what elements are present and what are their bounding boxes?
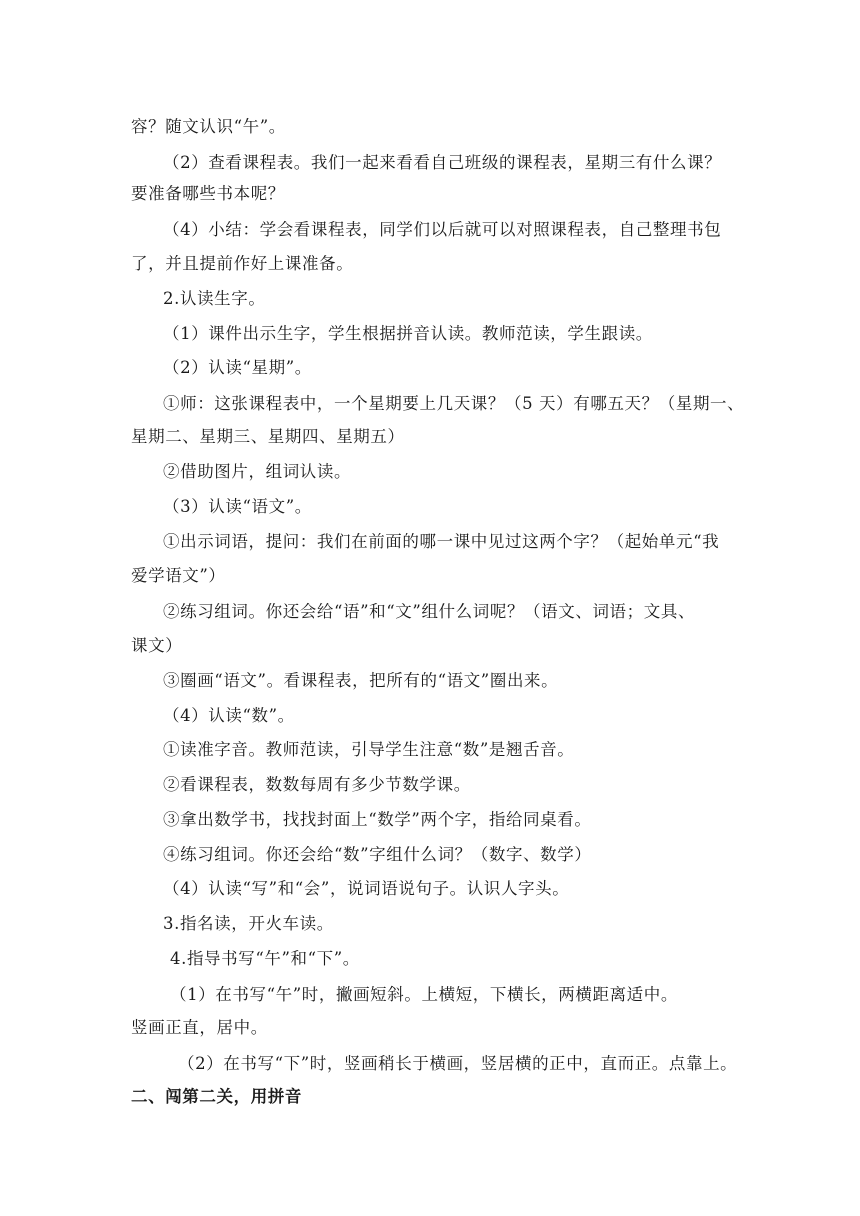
text-line: （2）查看课程表。我们一起来看看自己班级的课程表，星期三有什么课？	[163, 153, 722, 172]
text-line: ①出示词语，提问：我们在前面的哪一课中见过这两个字？（起始单元“我	[163, 532, 720, 551]
text-line: （4）认读“写”和“会”，说词语说句子。认识人字头。	[163, 879, 570, 898]
text-line: 2.认读生字。	[163, 289, 266, 308]
section-heading: 二、闯第二关，用拼音	[131, 1087, 302, 1106]
text-line: （1）在书写“午”时，撇画短斜。上横短，下横长，两横距离适中。	[170, 985, 678, 1004]
text-line: ②借助图片，组词认读。	[163, 462, 352, 481]
text-line: 竖画正直，居中。	[131, 1018, 268, 1037]
text-line: ①读准字音。教师范读，引导学生注意“数”是翘舌音。	[163, 740, 575, 759]
text-line: 容？随文认识“午”。	[131, 117, 286, 136]
text-line: 课文）	[131, 636, 183, 655]
text-line: ②看课程表，数数每周有多少节数学课。	[163, 775, 471, 794]
text-line: 要准备哪些书本呢？	[131, 184, 285, 203]
text-line: （4）小结：学会看课程表，同学们以后就可以对照课程表，自己整理书包	[163, 220, 722, 239]
text-line: ③圈画“语文”。看课程表，把所有的“语文”圈出来。	[163, 671, 559, 690]
text-line: 了，并且提前作好上课准备。	[131, 254, 354, 273]
text-line: 星期二、星期三、星期四、星期五）	[131, 427, 405, 446]
text-line: 3.指名读，开火车读。	[163, 914, 334, 933]
text-line: （2）在书写“下”时，竖画稍长于横画，竖居横的正中，直而正。点靠上。	[178, 1054, 738, 1073]
text-line: 爱学语文”）	[131, 566, 226, 585]
text-line: ④练习组词。你还会给“数”字组什么词？（数字、数学）	[163, 845, 592, 864]
text-line: ①师：这张课程表中，一个星期要上几天课？（5 天）有哪五天？（星期一、	[163, 394, 745, 413]
text-line: （3）认读“语文”。	[163, 497, 312, 516]
text-line: （1）课件出示生字，学生根据拼音认读。教师范读，学生跟读。	[163, 324, 653, 343]
text-line: ③拿出数学书，找找封面上“数学”两个字，指给同桌看。	[163, 810, 592, 829]
text-line: （4）认读“数”。	[163, 706, 295, 725]
text-line: （2）认读“星期”。	[163, 358, 312, 377]
text-line: 4.指导书写“午”和“下”。	[170, 949, 360, 968]
text-line: ②练习组词。你还会给“语”和“文”组什么词呢？（语文、词语；文具、	[163, 602, 696, 621]
